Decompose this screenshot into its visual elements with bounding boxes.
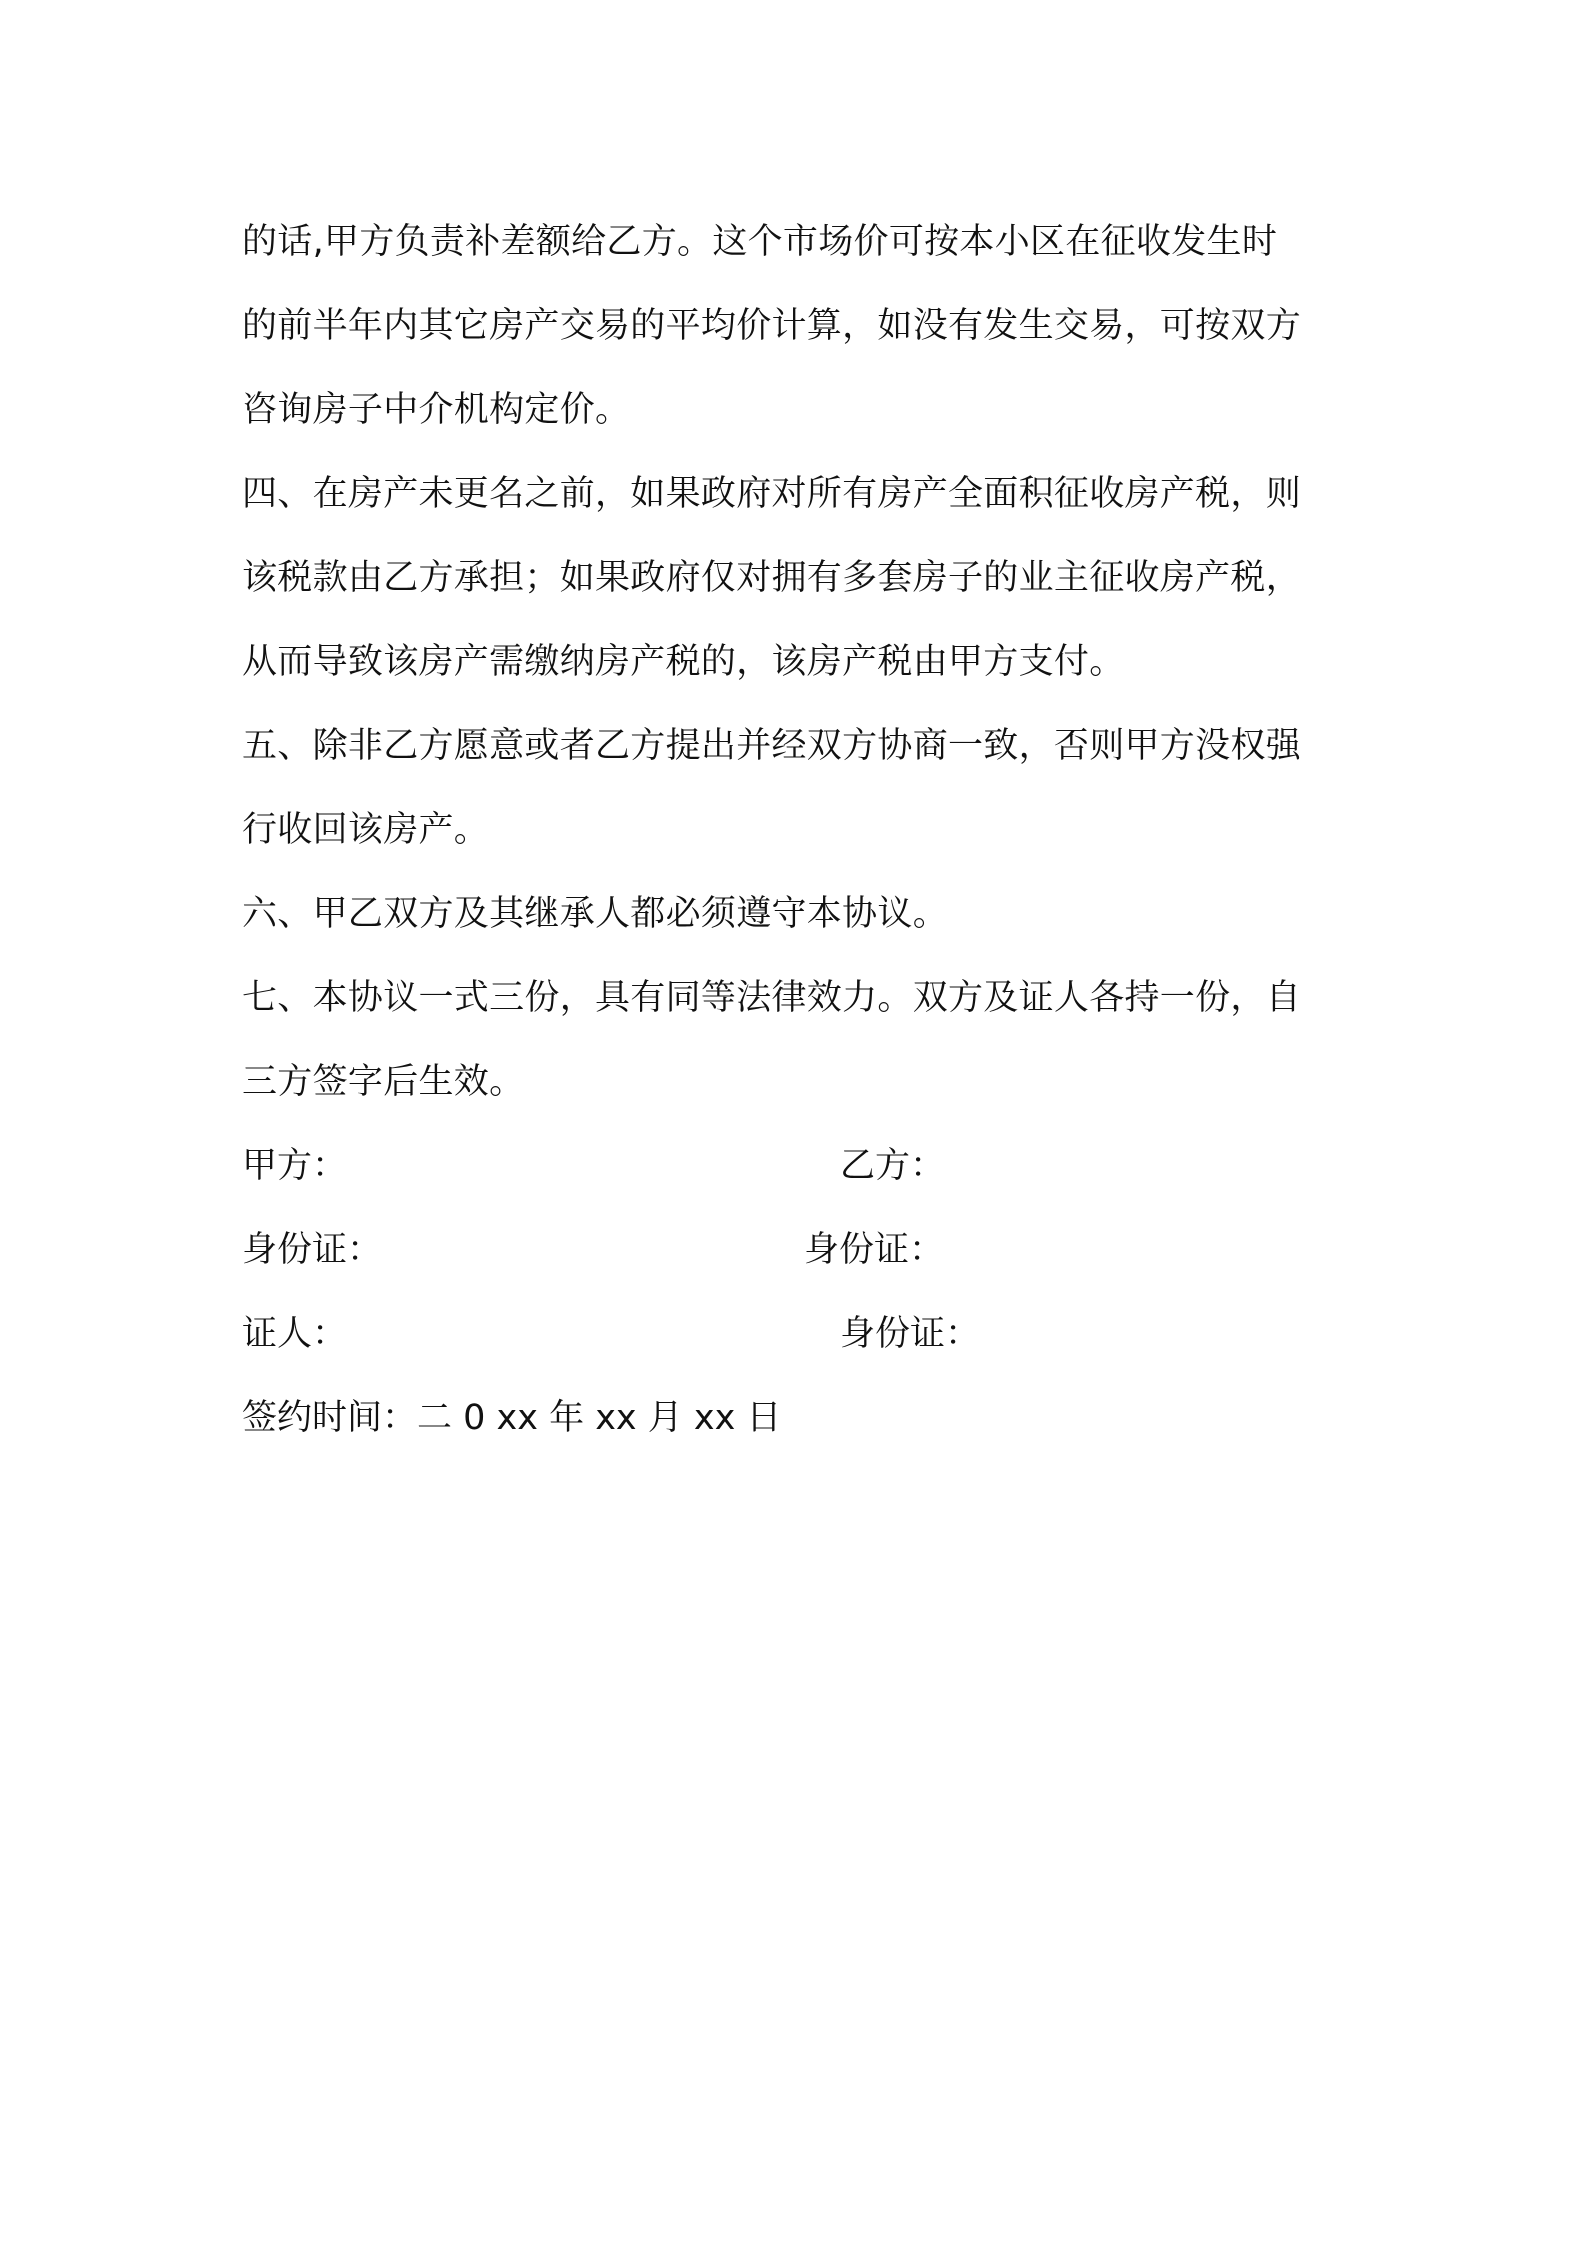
clause-four-line: 从而导致该房产需缴纳房产税的，该房产税由甲方支付。: [242, 642, 1125, 682]
paragraph-line: 的前半年内其它房产交易的平均价计算，如没有发生交易，可按双方: [242, 306, 1302, 346]
signature-row-date: [242, 1376, 1362, 1460]
clause-seven-line: 七、本协议一式三份，具有同等法律效力。双方及证人各持一份，自: [242, 978, 1302, 1018]
party-b-id-label: 身份证：: [804, 1230, 945, 1270]
signature-row-parties: [242, 1124, 1362, 1208]
clause-five-line: 五、除非乙方愿意或者乙方提出并经双方协商一致，否则甲方没权强: [242, 726, 1302, 766]
agreement-body: [242, 200, 1362, 1460]
signature-row-witness: [242, 1292, 1362, 1376]
sign-date: 签约时间：二 0 xx 年 xx 月 xx 日: [242, 1398, 782, 1438]
clause-four-line: 四、在房产未更名之前，如果政府对所有房产全面积征收房产税，则: [242, 474, 1302, 514]
signature-row-ids: [242, 1208, 1362, 1292]
clause-four-line: 该税款由乙方承担；如果政府仅对拥有多套房子的业主征收房产税，: [242, 558, 1302, 598]
paragraph-line: 的话,甲方负责补差额给乙方。这个市场价可按本小区在征收发生时: [242, 222, 1278, 262]
witness-label: 证人：: [242, 1314, 348, 1354]
clause-six-line: 六、甲乙双方及其继承人都必须遵守本协议。: [242, 894, 949, 934]
party-a-label: 甲方：: [242, 1146, 348, 1186]
witness-id-label: 身份证：: [840, 1314, 981, 1354]
clause-five-line: 行收回该房产。: [242, 810, 490, 850]
clause-seven-line: 三方签字后生效。: [242, 1062, 525, 1102]
party-a-id-label: 身份证：: [242, 1230, 383, 1270]
paragraph-line: 咨询房子中介机构定价。: [242, 390, 631, 430]
party-b-label: 乙方：: [840, 1146, 946, 1186]
